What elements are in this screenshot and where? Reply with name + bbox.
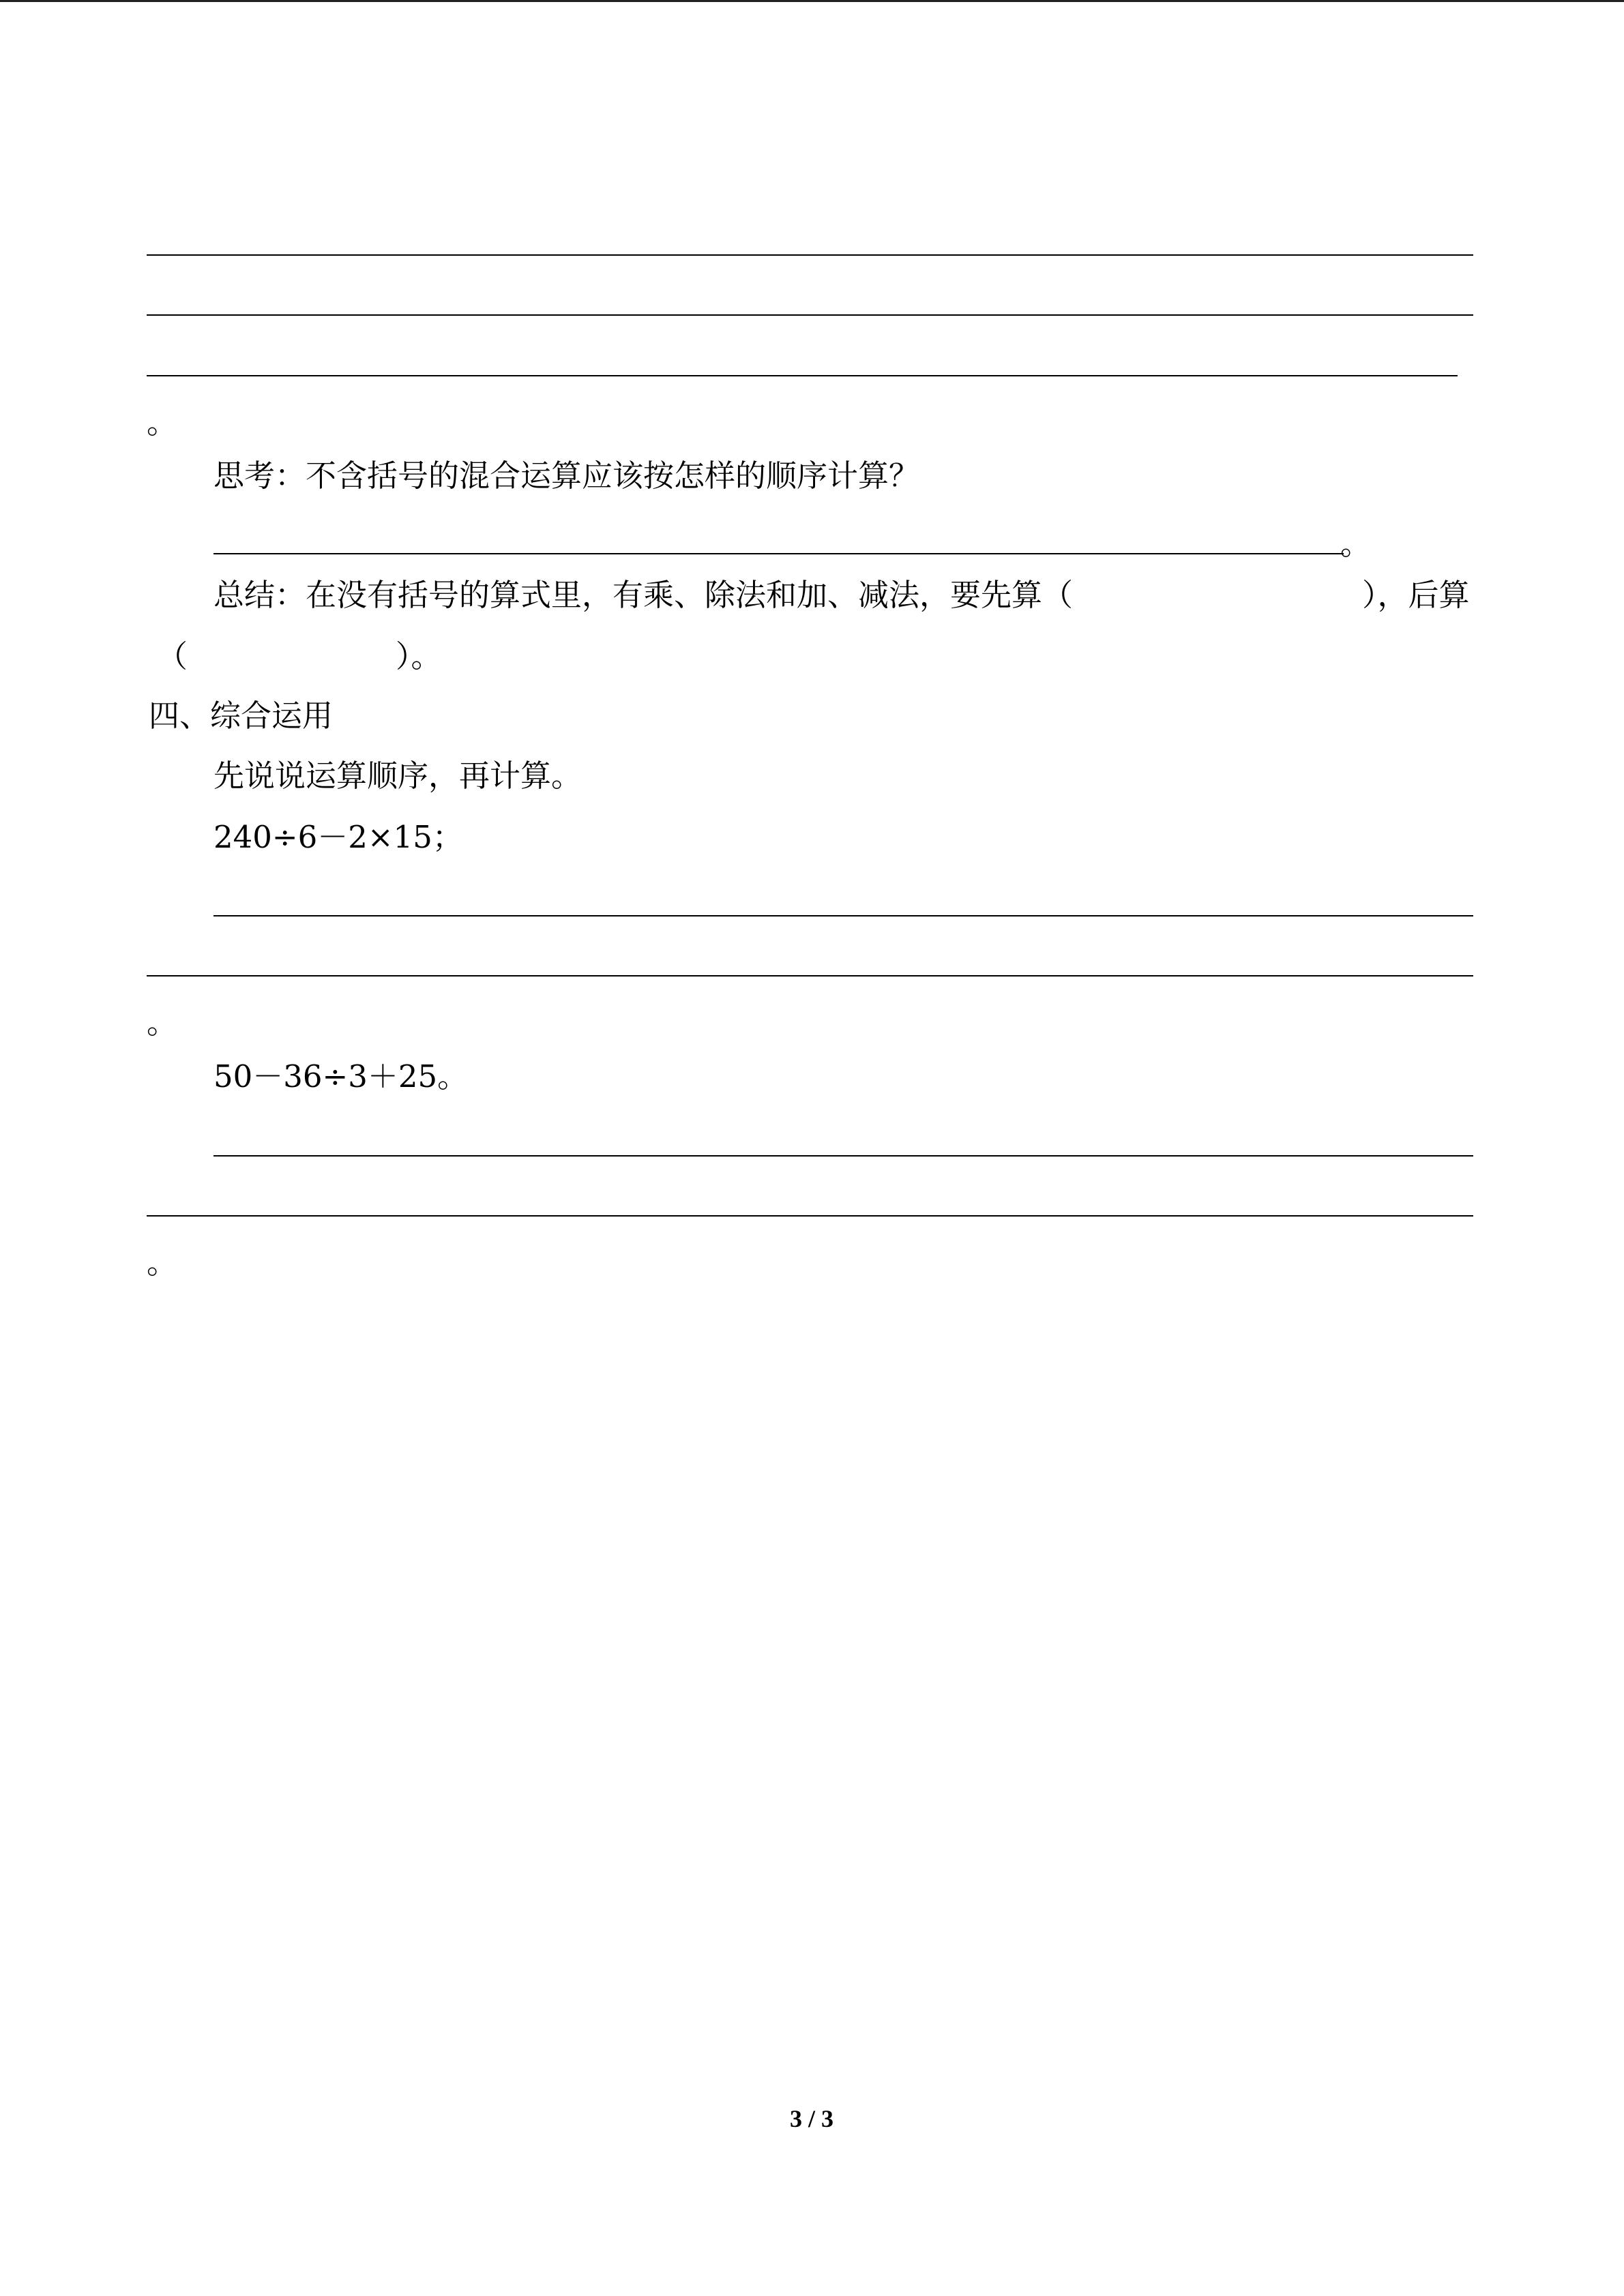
section-4-heading: 四、综合运用 <box>149 698 334 734</box>
answer-line-1 <box>147 254 1473 256</box>
section-4-instruction: 先说说运算顺序，再计算。 <box>213 758 582 794</box>
think-end-period: 。 <box>1340 526 1372 562</box>
think-question: 思考：不含括号的混合运算应该按怎样的顺序计算？ <box>213 458 920 494</box>
summary-line-2-close: ）。 <box>396 638 442 674</box>
problem-1-answer-line-1 <box>213 915 1473 916</box>
page-number: 3 / 3 <box>789 2105 833 2132</box>
problem-2-expression: 50－36÷3＋25。 <box>213 1058 469 1094</box>
problem-2-answer-line-1 <box>213 1155 1473 1157</box>
summary-line-1-prefix: 总结：在没有括号的算式里，有乘、除法和加、减法，要先算（ <box>213 577 1074 613</box>
answer-line-3 <box>147 375 1458 376</box>
problem-2-answer-line-2 <box>147 1215 1473 1217</box>
summary-line-1-suffix: ），后算 <box>1362 577 1470 613</box>
problem-1-end-period: 。 <box>147 1004 178 1041</box>
answer-end-period: 。 <box>147 404 178 441</box>
think-answer-line <box>213 553 1344 554</box>
problem-2-end-period: 。 <box>147 1244 178 1281</box>
problem-1-expression: 240÷6－2×15； <box>213 819 463 855</box>
page-top-border <box>0 0 1624 2</box>
problem-1-answer-line-2 <box>147 975 1473 976</box>
summary-line-2-open: （ <box>157 638 188 674</box>
answer-line-2 <box>147 314 1473 316</box>
